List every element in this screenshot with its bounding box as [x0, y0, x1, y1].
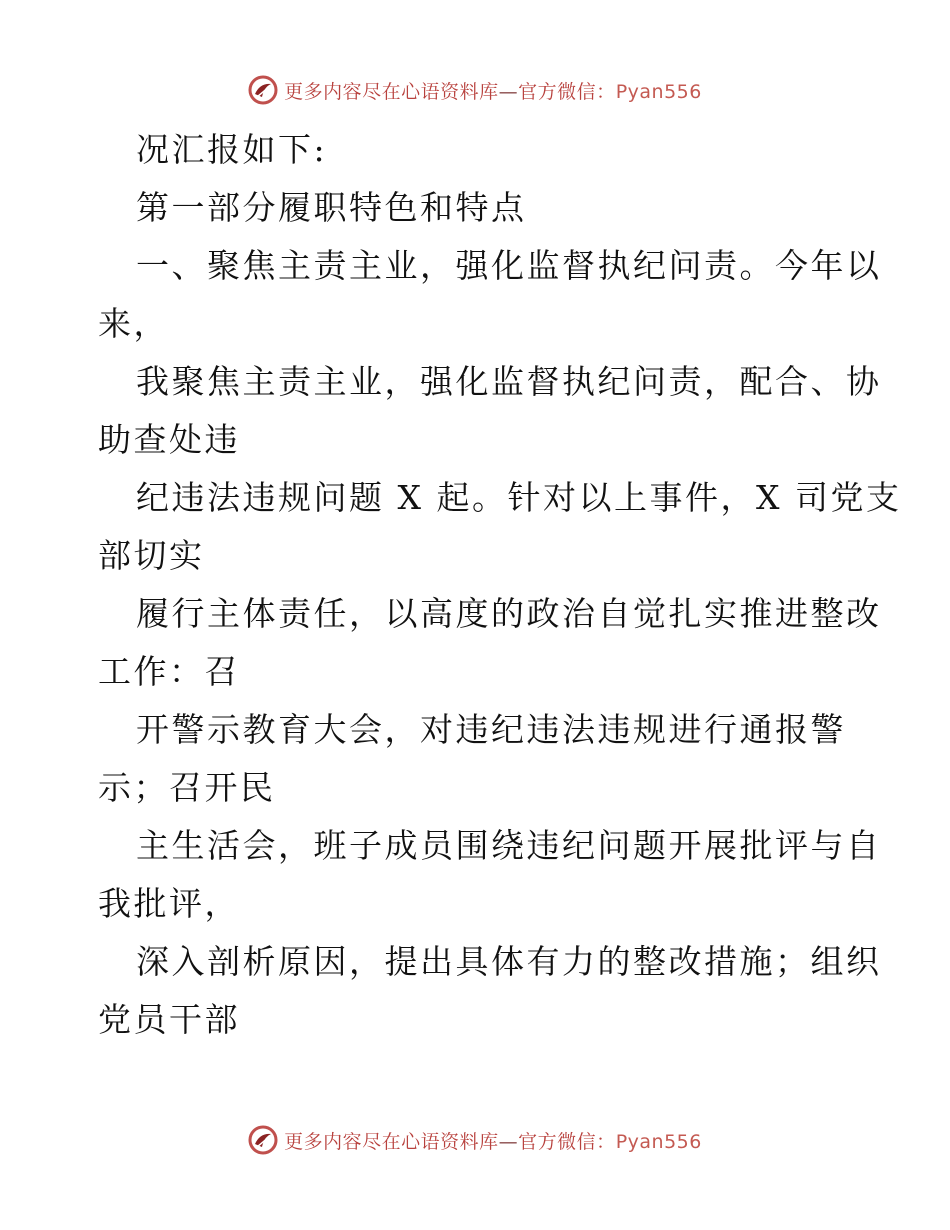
text-line: 工作：召	[98, 652, 240, 691]
text-line: 党员干部	[98, 1000, 240, 1039]
document-body	[98, 121, 902, 1049]
banner-wechat-label: 官方微信：	[518, 1130, 616, 1153]
red-swirl-logo-icon	[248, 1125, 278, 1155]
text-line: 我批评，	[98, 884, 240, 923]
banner-site-text: 更多内容尽在心语资料库	[284, 80, 499, 103]
banner-separator: —	[498, 1130, 519, 1153]
text-line: 履行主体责任，以高度的政治自觉扎实推进整改	[136, 594, 882, 633]
text-line: 开警示教育大会，对违纪违法违规进行通报警	[136, 710, 846, 749]
text-line: 助查处违	[98, 420, 240, 459]
red-swirl-logo-icon	[248, 75, 278, 105]
text-line: 深入剖析原因，提出具体有力的整改措施；组织	[136, 942, 882, 981]
banner-wechat-label: 官方微信：	[518, 80, 616, 103]
text-line: 况汇报如下:	[136, 130, 328, 169]
banner-site-text: 更多内容尽在心语资料库	[284, 1130, 499, 1153]
header-banner	[0, 70, 950, 110]
footer-banner	[0, 1120, 950, 1160]
text-line: 纪违法违规问题 X 起。针对以上事件，X 司党支	[136, 478, 902, 517]
text-line: 一、聚焦主责主业，强化监督执纪问责。今年以	[136, 246, 882, 285]
section-heading: 第一部分履职特色和特点	[136, 188, 527, 227]
banner-separator: —	[498, 80, 519, 103]
text-line: 部切实	[98, 536, 205, 575]
text-line: 示；召开民	[98, 768, 276, 807]
text-line: 主生活会，班子成员围绕违纪问题开展批评与自	[136, 826, 882, 865]
text-line: 来，	[98, 304, 169, 343]
banner-text	[284, 77, 702, 104]
banner-wechat-id: Pyan556	[615, 1130, 702, 1153]
text-line: 我聚焦主责主业，强化监督执纪问责，配合、协	[136, 362, 882, 401]
banner-wechat-id: Pyan556	[615, 80, 702, 103]
banner-text	[284, 1127, 702, 1154]
